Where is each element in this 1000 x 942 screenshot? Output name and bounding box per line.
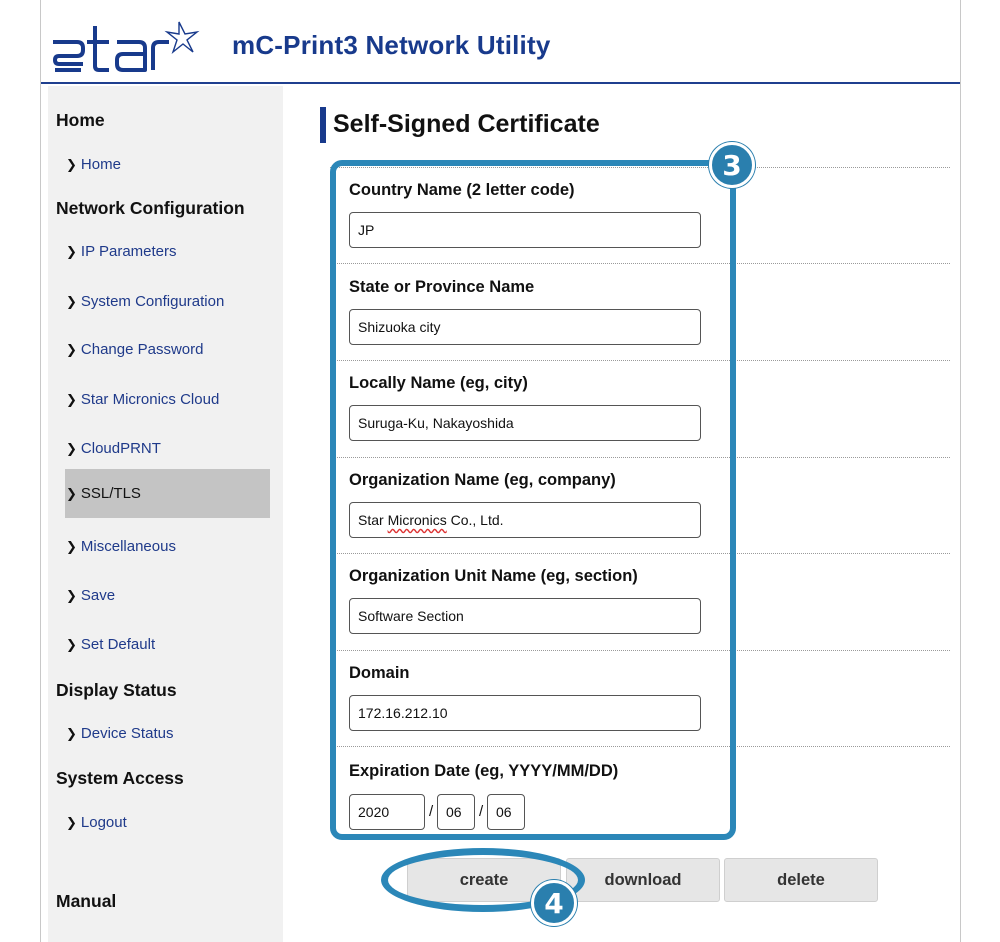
spellcheck-word: Micronics: [387, 512, 447, 528]
chevron-right-icon: ❯: [66, 156, 77, 172]
state-label: State or Province Name: [349, 278, 535, 296]
chevron-right-icon: ❯: [66, 243, 77, 259]
sidebar-heading-display-status: Display Status: [56, 680, 177, 700]
chevron-right-icon: ❯: [66, 391, 77, 407]
create-button[interactable]: create: [407, 858, 561, 902]
sidebar-item-logout[interactable]: ❯ Logout: [66, 814, 127, 831]
organization-label: Organization Name (eg, company): [349, 471, 616, 489]
chevron-right-icon: ❯: [66, 485, 77, 501]
chevron-right-icon: ❯: [66, 814, 77, 830]
star-logo: [47, 12, 207, 74]
unit-label: Organization Unit Name (eg, section): [349, 567, 638, 585]
step-4-badge: 4: [531, 880, 577, 926]
sidebar-item-cloudprnt[interactable]: ❯ CloudPRNT: [66, 440, 161, 457]
sidebar-item-set-default[interactable]: ❯ Set Default: [66, 636, 156, 653]
chevron-right-icon: ❯: [66, 538, 77, 554]
delete-button[interactable]: delete: [724, 858, 878, 902]
sidebar-item-change-password[interactable]: ❯ Change Password: [66, 341, 204, 358]
sidebar-item-star-micronics-cloud[interactable]: ❯ Star Micronics Cloud: [66, 391, 220, 408]
expiration-month-input[interactable]: 06: [437, 794, 475, 830]
chevron-right-icon: ❯: [66, 293, 77, 309]
sidebar-item-home[interactable]: ❯ Home: [66, 156, 121, 173]
date-separator: /: [429, 803, 434, 820]
sidebar-item-ip-parameters[interactable]: ❯ IP Parameters: [66, 243, 177, 260]
sidebar-item-ssl-tls[interactable]: ❯ SSL/TLS: [65, 469, 270, 518]
chevron-right-icon: ❯: [66, 440, 77, 456]
chevron-right-icon: ❯: [66, 636, 77, 652]
expiration-day-input[interactable]: 06: [487, 794, 525, 830]
sidebar-item-miscellaneous[interactable]: ❯ Miscellaneous: [66, 538, 176, 555]
chevron-right-icon: ❯: [66, 341, 77, 357]
sidebar-item-save[interactable]: ❯ Save: [66, 587, 116, 604]
sidebar-heading-home: Home: [56, 110, 105, 130]
locality-label: Locally Name (eg, city): [349, 374, 528, 392]
page-title: Self-Signed Certificate: [333, 110, 600, 138]
date-separator: /: [479, 803, 484, 820]
download-button[interactable]: download: [566, 858, 720, 902]
title-accent-bar: [320, 107, 326, 143]
step-3-badge: 3: [709, 142, 755, 188]
country-label: Country Name (2 letter code): [349, 181, 575, 199]
expiration-label: Expiration Date (eg, YYYY/MM/DD): [349, 762, 619, 780]
sidebar-heading-manual: Manual: [56, 891, 117, 911]
domain-label: Domain: [349, 664, 410, 682]
sidebar-heading-network-configuration: Network Configuration: [56, 198, 245, 218]
chevron-right-icon: ❯: [66, 725, 77, 741]
sidebar-item-device-status[interactable]: ❯ Device Status: [66, 725, 174, 742]
form-highlight-callout: [330, 160, 736, 840]
expiration-year-input[interactable]: 2020: [349, 794, 425, 830]
sidebar-item-system-configuration[interactable]: ❯ System Configuration: [66, 293, 225, 310]
sidebar-heading-system-access: System Access: [56, 768, 184, 788]
organization-input[interactable]: Star Micronics Co., Ltd.: [349, 502, 701, 538]
chevron-right-icon: ❯: [66, 587, 77, 603]
app-title: mC-Print3 Network Utility: [232, 30, 551, 60]
